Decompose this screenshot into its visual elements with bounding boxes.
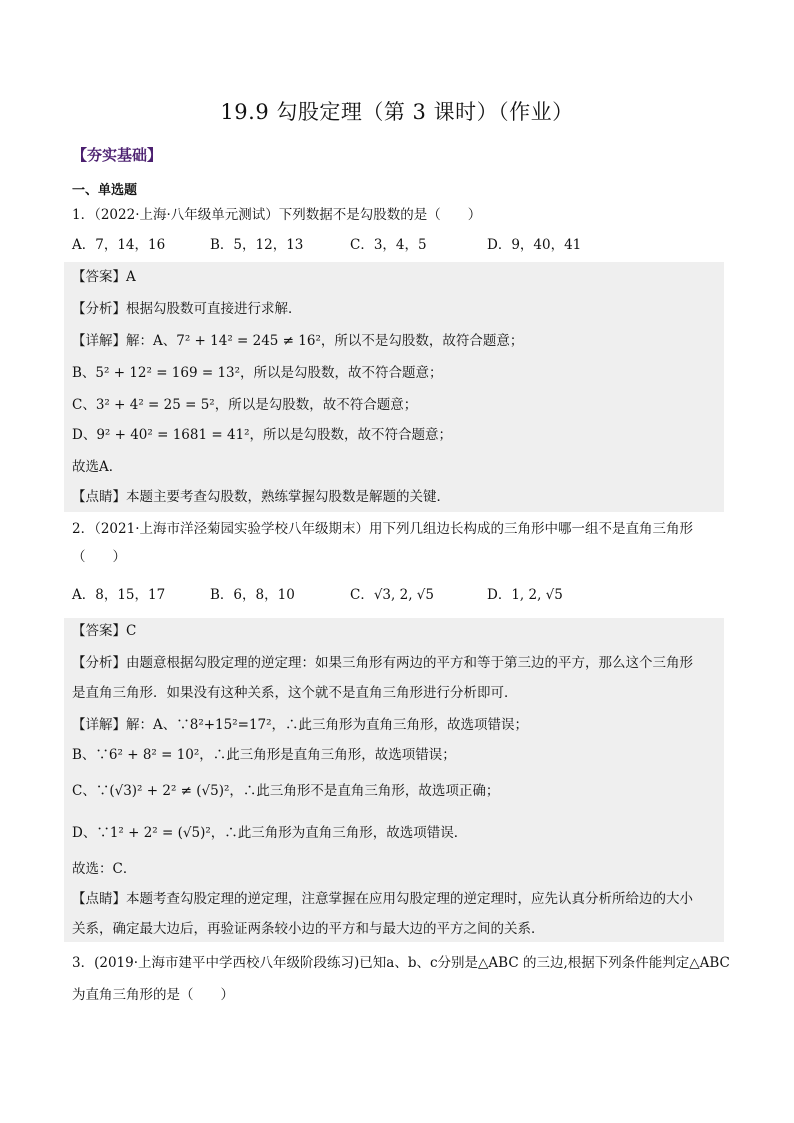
q1-conclusion: 故选A． (72, 459, 123, 475)
q1-detail-b: B、5² + 12² = 169 = 13²，所以是勾股数，故不符合题意； (72, 365, 443, 381)
q3-stem-line1: 3．(2019·上海市建平中学西校八年级阶段练习)已知a、b、c分别是△ABC 的三边,根据下列条件能判定△ABC (72, 955, 730, 971)
q2-detail-b: B、∵6² + 8² = 10²，∴此三角形是直角三角形，故选项错误； (72, 747, 456, 763)
q2-detail-a: 【详解】解：A、∵8²+15²=17²，∴此三角形为直角三角形，故选项错误； (72, 717, 529, 733)
page-title: 19.9 勾股定理（第 3 课时）（作业） (220, 100, 574, 124)
q2-conclusion: 故选：C． (72, 861, 137, 877)
q2-detail-d: D、∵1² + 2² = (√5)²，∴此三角形为直角三角形，故选项错误． (72, 825, 468, 841)
q1-option-a: A．7，14，16 (72, 237, 166, 253)
q2-stem-line2: （ ） (72, 549, 126, 565)
q3-stem-line2: 为直角三角形的是（ ） (72, 987, 234, 1003)
q1-option-d: D．9，40，41 (487, 237, 582, 253)
q2-detail-c: C、∵(√3)² + 2² ≠ (√5)²，∴此三角形不是直角三角形，故选项正确； (72, 783, 500, 799)
q1-detail-c: C、3² + 4² = 25 = 5²，所以是勾股数，故不符合题意； (72, 397, 418, 413)
q2-option-d: D．1, 2, √5 (487, 587, 563, 603)
q2-answer: 【答案】C (72, 623, 137, 639)
q2-stem-line1: 2．（2021·上海市洋泾菊园实验学校八年级期末）用下列几组边长构成的三角形中哪一组不是直角三角形 (72, 521, 693, 537)
q2-analysis-line1: 【分析】由题意根据勾股定理的逆定理：如果三角形有两边的平方和等于第三边的平方，那么这个三角形 (72, 655, 693, 671)
q2-option-a: A．8，15，17 (72, 587, 166, 603)
q1-detail-d: D、9² + 40² = 1681 = 41²，所以是勾股数，故不符合题意； (72, 427, 453, 443)
q1-option-c: C．3，4，5 (350, 237, 427, 253)
q1-detail-a: 【详解】解：A、7² + 14² = 245 ≠ 16²，所以不是勾股数，故符合题意； (72, 333, 524, 349)
subsection-heading: 一、单选题 (72, 183, 138, 198)
q1-option-b: B．5，12，13 (210, 237, 304, 253)
q1-stem: 1．（2022·上海·八年级单元测试）下列数据不是勾股数的是（ ） (72, 207, 482, 223)
q2-comment-line2: 关系，确定最大边后，再验证两条较小边的平方和与最大边的平方之间的关系． (72, 921, 545, 937)
q1-answer: 【答案】A (72, 269, 136, 285)
section-heading: 【夯实基础】 (72, 146, 163, 164)
q2-option-c: C．√3, 2, √5 (350, 587, 434, 603)
q1-comment: 【点睛】本题主要考查勾股数，熟练掌握勾股数是解题的关键． (72, 489, 450, 505)
q2-option-b: B．6，8，10 (210, 587, 295, 603)
q1-analysis: 【分析】根据勾股数可直接进行求解． (72, 301, 302, 317)
q2-analysis-line2: 是直角三角形．如果没有这种关系，这个就不是直角三角形进行分析即可． (72, 685, 518, 701)
q2-comment-line1: 【点睛】本题考查勾股定理的逆定理，注意掌握在应用勾股定理的逆定理时，应先认真分析所给边的大小 (72, 891, 693, 907)
